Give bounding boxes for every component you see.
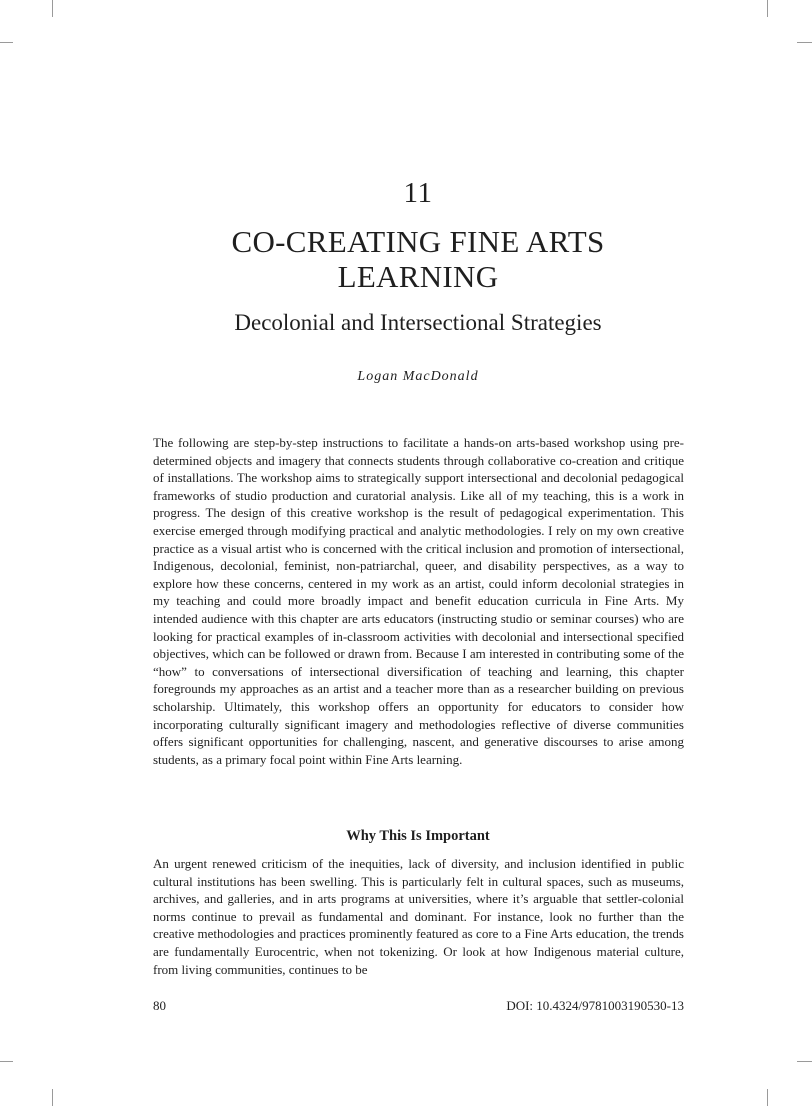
section-paragraph: An urgent renewed criticism of the inequities, lack of diversity, and inclusion identified in public cultural institutions has been swelling. This is particularly felt in cultural spaces, such as museums, archives, and galleries, and in arts programs at universities, where it’s arguable that settler-colonial norms continue to prevail as fundamental and dominant. For instance, look no further than the creative methodologies and practices prominently featured as core to a Fine Arts education, the trends are fundamentally Eurocentric, when not tokenizing. Or look at how Indigenous material culture, from living communities, continues to be (153, 856, 684, 977)
crop-mark-right-upper (797, 42, 812, 43)
chapter-number: 11 (403, 177, 433, 209)
section-heading: Why This Is Important (346, 828, 490, 844)
intro-paragraph: The following are step-by-step instructions to facilitate a hands-on arts-based workshop using pre-determined objects and imagery that connects students through collaborative co-creation and critique of installations. The workshop aims to strategically support intersectional and decolonial pedagogical frameworks of studio production and curatorial analysis. Like all of my teaching, this is a work in progress. The design of this creative workshop is the result of pedagogical experimentation. This exercise emerged through modifying practical and analytic methodologies. I rely on my own creative practice as a visual artist who is concerned with the critical inclusion and promotion of intersectional, Indigenous, decolonial, feminist, non-patriarchal, queer, and disability perspectives, as a way to explore how these concerns, centered in my work as an artist, could inform decolonial strategies in my teaching and could more broadly impact and benefit education curricula in Fine Arts. My intended audience with this chapter are arts educators (instructing studio or seminar courses) who are looking for practical examples of in-classroom activities with decolonial and intersectional specified objectives, which can be followed or drawn from. Because I am interested in contributing some of the “how” to conversations of intersectional diversification of teaching and learning, this chapter foregrounds my approaches as an artist and a teacher more than as a researcher building on previous scholarship. Ultimately, this workshop offers an opportunity for educators to consider how incorporating culturally significant imagery and methodologies reflective of diverse communities offers significant opportunities for challenging, nascent, and generative discourses to arise among students, as a primary focal point within Fine Arts learning. (153, 435, 684, 767)
crop-mark-right-lower (797, 1061, 812, 1062)
chapter-subtitle: Decolonial and Intersectional Strategies (234, 310, 602, 335)
crop-mark-top-left (52, 0, 53, 17)
crop-mark-bottom-left (52, 1089, 53, 1106)
chapter-title-line-2: LEARNING (337, 259, 499, 294)
page-number: 80 (153, 998, 166, 1013)
author-name: Logan MacDonald (357, 369, 479, 384)
crop-mark-top-right (767, 0, 768, 17)
crop-mark-left-upper (0, 42, 13, 43)
chapter-title-line-1: CO-CREATING FINE ARTS (231, 224, 605, 259)
chapter-title (0, 224, 812, 294)
doi-label: DOI: 10.4324/9781003190530-13 (506, 998, 684, 1013)
crop-mark-left-lower (0, 1061, 13, 1062)
crop-mark-bottom-right (767, 1089, 768, 1106)
